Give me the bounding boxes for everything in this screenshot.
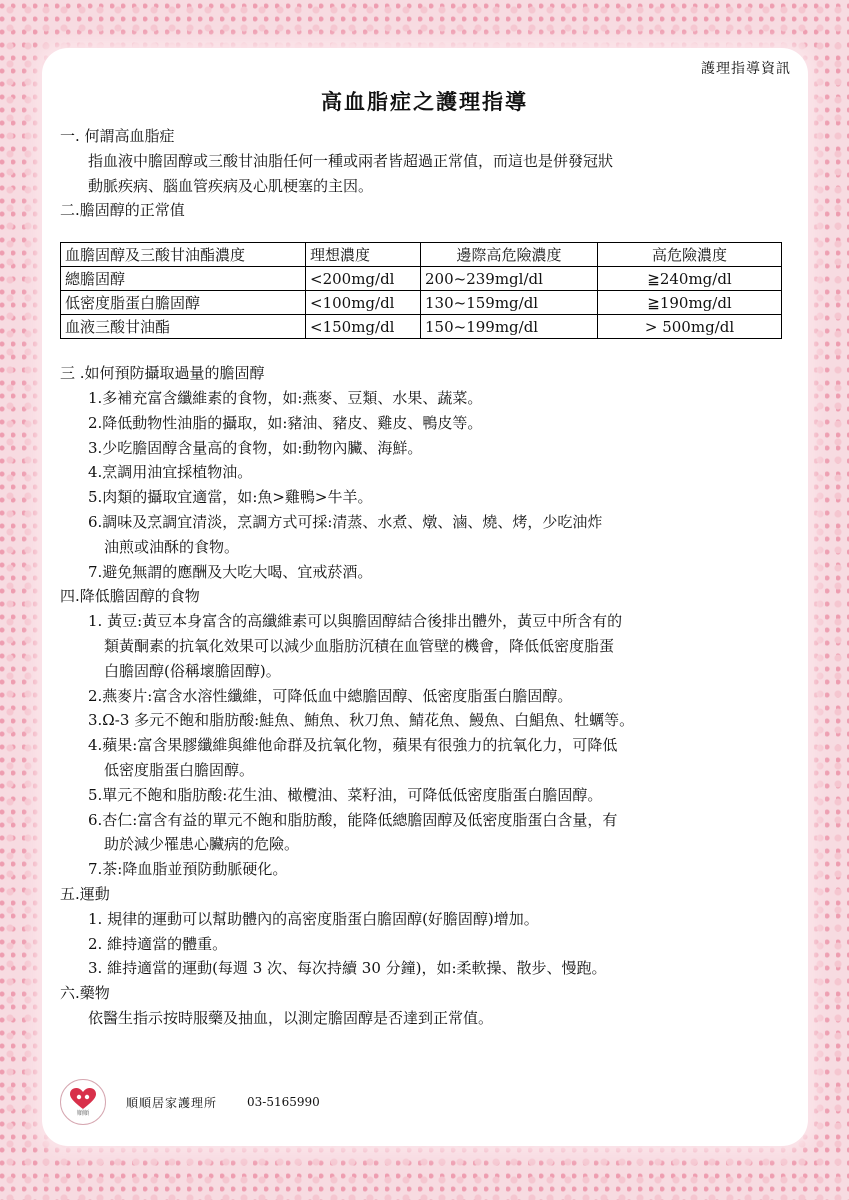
list-item: 2.降低動物性油脂的攝取，如:豬油、豬皮、雞皮、鴨皮等。 <box>88 413 483 432</box>
table-header-cell: 血膽固醇及三酸甘油酯濃度 <box>61 243 306 267</box>
header-tag: 護理指導資訊 <box>701 61 791 77</box>
paragraph-line: 指血液中膽固醇或三酸甘油脂任何一種或兩者皆超過正常值，而這也是併發冠狀 <box>88 151 614 170</box>
section-4-heading: 四.降低膽固醇的食物 <box>60 587 200 606</box>
table-cell: 150~199mg/dl <box>421 315 598 339</box>
table-cell: 200~239mgl/dl <box>421 267 598 291</box>
table-header-cell: 理想濃度 <box>306 243 421 267</box>
list-item-continued: 類黃酮素的抗氧化效果可以減少血脂肪沉積在血管壁的機會，降低低密度脂蛋 <box>104 636 615 655</box>
cholesterol-table <box>60 242 782 339</box>
list-item-continued: 油煎或油酥的食物。 <box>104 537 240 556</box>
list-item: 3.Ω-3 多元不飽和脂肪酸:鮭魚、鮪魚、秋刀魚、鯖花魚、鰻魚、白鯧魚、牡蠣等。 <box>88 711 635 730</box>
table-cell: > 500mg/dl <box>598 315 782 339</box>
table-cell: ≧240mg/dl <box>598 267 782 291</box>
table-header-cell: 高危險濃度 <box>598 243 782 267</box>
page-title: 高血脂症之護理指導 <box>321 89 528 114</box>
table-cell: ≧190mg/dl <box>598 291 782 315</box>
list-item: 4.蘋果:富含果膠纖維與維他命群及抗氧化物，蘋果有很強力的抗氧化力，可降低 <box>88 736 618 755</box>
section-5-heading: 五.運動 <box>60 884 110 903</box>
list-item: 3.少吃膽固醇含量高的食物，如:動物內臟、海鮮。 <box>88 438 423 457</box>
table-cell: 低密度脂蛋白膽固醇 <box>61 291 306 315</box>
document-body <box>60 124 800 1031</box>
list-item: 2.燕麥片:富含水溶性纖維，可降低血中總膽固醇、低密度脂蛋白膽固醇。 <box>88 686 573 705</box>
list-item: 2. 維持適當的體重。 <box>88 934 228 953</box>
table-cell: <150mg/dl <box>306 315 421 339</box>
list-item: 1. 黃豆:黃豆本身富含的高纖維素可以與膽固醇結合後排出體外，黃豆中所含有的 <box>88 612 623 631</box>
section-1-heading: 一. 何謂高血脂症 <box>60 127 175 145</box>
table-header-row <box>61 243 782 267</box>
list-item: 7.茶:降血脂並預防動脈硬化。 <box>88 860 288 879</box>
list-item: 6.調味及烹調宜清淡，烹調方式可採:清蒸、水煮、燉、滷、燒、烤，少吃油炸 <box>88 512 603 531</box>
section-3-heading: 三 .如何預防攝取過量的膽固醇 <box>60 364 265 383</box>
paragraph-line: 動脈疾病、腦血管疾病及心肌梗塞的主因。 <box>88 176 374 195</box>
list-item: 6.杏仁:富含有益的單元不飽和脂肪酸，能降低總膽固醇及低密度脂蛋白含量，有 <box>88 810 618 829</box>
list-item: 5.單元不飽和脂肪酸:花生油、橄欖油、菜籽油，可降低低密度脂蛋白膽固醇。 <box>88 785 603 804</box>
list-item: 1.多補充富含纖維素的食物，如:燕麥、豆類、水果、蔬菜。 <box>88 388 483 407</box>
table-cell: 130~159mg/dl <box>421 291 598 315</box>
section-2-heading: 二.膽固醇的正常值 <box>60 201 185 220</box>
clinic-phone: 03-5165990 <box>247 1095 320 1109</box>
table-header-cell: 邊際高危險濃度 <box>421 243 598 267</box>
clinic-logo <box>60 1079 106 1125</box>
section-6-heading: 六.藥物 <box>60 984 110 1003</box>
footer <box>60 1074 320 1130</box>
table-cell: 總膽固醇 <box>61 267 306 291</box>
table-row <box>61 315 782 339</box>
list-item-continued: 白膽固醇(俗稱壞膽固醇)。 <box>104 661 281 680</box>
paragraph-line: 依醫生指示按時服藥及抽血，以測定膽固醇是否達到正常值。 <box>88 1008 494 1027</box>
list-item: 4.烹調用油宜採植物油。 <box>88 463 253 482</box>
clinic-name: 順順居家護理所 <box>126 1095 218 1110</box>
list-item: 7.避免無謂的應酬及大吃大喝、宜戒菸酒。 <box>88 562 373 581</box>
list-item-continued: 低密度脂蛋白膽固醇。 <box>104 760 255 779</box>
logo-text: 順順 <box>76 1109 89 1117</box>
table-cell: <200mg/dl <box>306 267 421 291</box>
table-cell: <100mg/dl <box>306 291 421 315</box>
list-item-continued: 助於減少罹患心臟病的危險。 <box>104 835 300 854</box>
table-row <box>61 267 782 291</box>
list-item: 3. 維持適當的運動(每週 3 次、每次持續 30 分鐘)，如:柔軟操、散步、慢跑。 <box>88 959 607 978</box>
table-cell: 血液三酸甘油酯 <box>61 315 306 339</box>
table-row <box>61 291 782 315</box>
list-item: 5.肉類的攝取宜適當，如:魚>雞鴨>牛羊。 <box>88 488 373 507</box>
heart-icon <box>70 1088 96 1110</box>
list-item: 1. 規律的運動可以幫助體內的高密度脂蛋白膽固醇(好膽固醇)增加。 <box>88 909 539 928</box>
